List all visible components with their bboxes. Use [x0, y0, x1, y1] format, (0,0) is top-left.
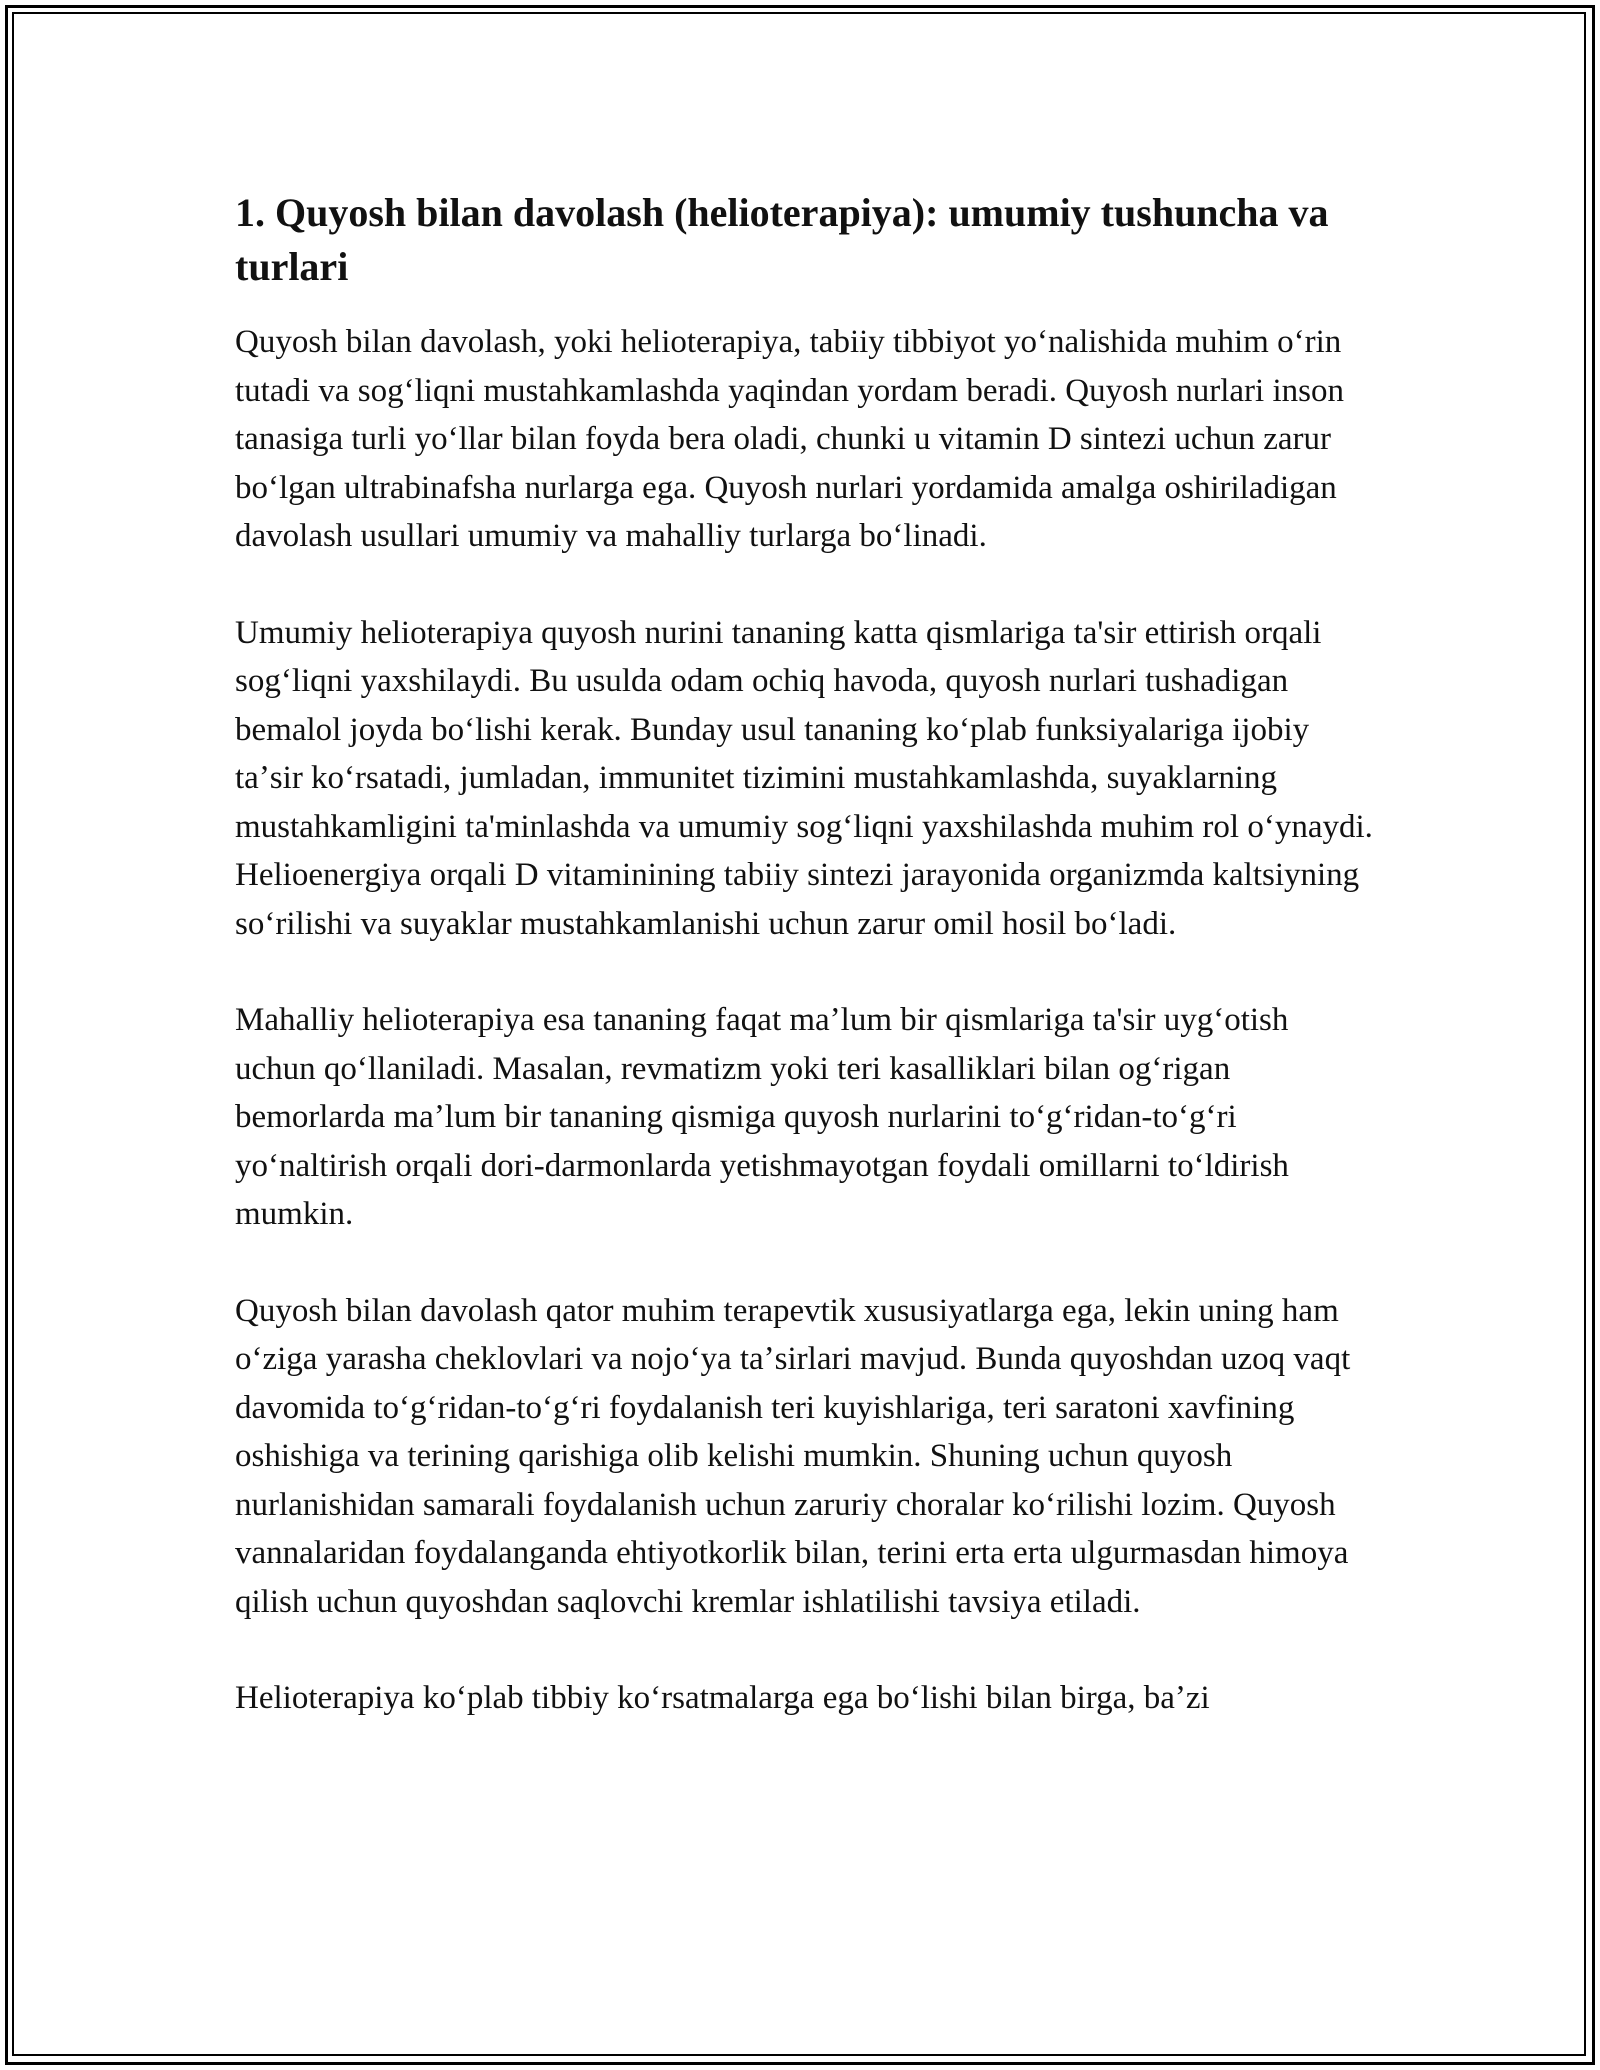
paragraph-2: Umumiy helioterapiya quyosh nurini tananing katta qismlariga ta'sir ettirish orqali sogʻliqni yaxshilaydi. Bu usulda odam ochiq havoda, quyosh nurlari tushadigan bemalol joyda boʻlishi kerak. Bunday usul tananing koʻplab funksiyalariga ijobiy taʼsir koʻrsatadi, jumladan, immunitet tizimini mustahkamlashda, suyaklarning mustahkamligini ta'minlashda va umumiy sogʻliqni yaxshilashda muhim rol oʻynaydi. Helioenergiya orqali D vitaminining tabiiy sintezi jarayonida organizmda kaltsiyning soʻrilishi va suyaklar mustahkamlanishi uchun zarur omil hosil boʻladi. [235, 614, 1373, 942]
paragraph-1: Quyosh bilan davolash, yoki helioterapiya, tabiiy tibbiyot yoʻnalishida muhim oʻrin tutadi va sogʻliqni mustahkamlashda yaqindan yordam beradi. Quyosh nurlari inson tanasiga turli yoʻllar bilan foyda bera oladi, chunki u vitamin D sintezi uchun zarur boʻlgan ultrabinafsha nurlarga ega. Quyosh nurlari yordamida amalga oshiriladigan davolash usullari umumiy va mahalliy turlarga boʻlinadi. [235, 324, 1344, 554]
paragraph-5: Helioterapiya koʻplab tibbiy koʻrsatmalarga ega boʻlishi bilan birga, baʼzi [235, 1680, 1210, 1716]
paragraph-3: Mahalliy helioterapiya esa tananing faqat maʼlum bir qismlariga ta'sir uygʻotish uchun qoʻllaniladi. Masalan, revmatizm yoki teri kasalliklari bilan ogʻrigan bemorlarda maʼlum bir tananing qismiga quyosh nurlarini toʻgʻridan-toʻgʻri yoʻnaltirish orqali dori-darmonlarda yetishmayotgan foydali omillarni toʻldirish mumkin. [235, 1002, 1289, 1232]
section-heading: 1. Quyosh bilan davolash (helioterapiya): umumiy tushuncha va turlari [235, 190, 1329, 289]
document-body [235, 186, 1375, 1771]
paragraph-4: Quyosh bilan davolash qator muhim terapevtik xususiyatlarga ega, lekin uning ham oʻziga yarasha cheklovlari va nojoʻya taʼsirlari mavjud. Bunda quyoshdan uzoq vaqt davomida toʻgʻridan-toʻgʻri foydalanish teri kuyishlariga, teri saratoni xavfining oshishiga va terining qarishiga olib kelishi mumkin. Shuning uchun quyosh nurlanishidan samarali foydalanish uchun zaruriy choralar koʻrilishi lozim. Quyosh vannalaridan foydalanganda ehtiyotkorlik bilan, terini erta erta ulgurmasdan himoya qilish uchun quyoshdan saqlovchi kremlar ishlatilishi tavsiya etiladi. [235, 1292, 1351, 1620]
